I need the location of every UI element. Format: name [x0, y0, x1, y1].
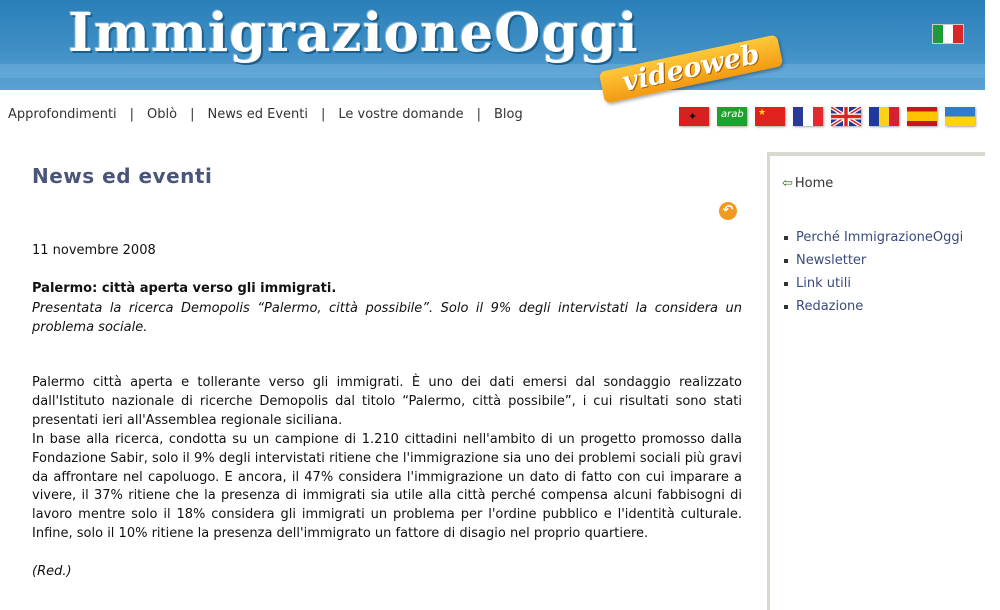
- sidebar-item-label: Redazione: [796, 299, 864, 314]
- romania-flag-icon[interactable]: [869, 107, 899, 126]
- nav-separator: |: [129, 107, 135, 122]
- article-paragraph: In base alla ricerca, condotta su un campione di 1.210 cittadini nell'ambito di un progetto promosso dalla Fondazione Sabir, solo il 9% degli intervistati ritiene che l'immigrazione sia uno dei problemi sociali più gravi da affrontare nel capoluogo. E ancora, il 47% considera l'immigrazione un dato di fatto con cui imparare a vivere, il 37% ritiene che la presenza di immigrati sia utile alla città perché compensa alcuni fabbisogni di lavoro mentre solo il 18% considera gli immigrati un problema per l'ordine pubblico e l'identità culturale. Infine, solo il 10% ritiene la presenza dell'immigrato un fattore di disagio nel proprio quartiere.: [32, 431, 742, 542]
- italy-flag-icon[interactable]: [932, 24, 964, 44]
- sidebar-item-link-utili[interactable]: [784, 272, 963, 295]
- sidebar-menu: [784, 226, 963, 318]
- article-date: 11 novembre 2008: [32, 243, 156, 258]
- article-headline: Palermo: città aperta verso gli immigrati.: [32, 281, 337, 296]
- nav-item-le-vostre-domande[interactable]: Le vostre domande: [338, 107, 464, 122]
- spain-flag-icon[interactable]: [907, 107, 937, 126]
- france-flag-icon[interactable]: [793, 107, 823, 126]
- albania-flag-icon[interactable]: ✦: [679, 107, 709, 126]
- sidebar-item-label: Link utili: [796, 276, 851, 291]
- right-sidebar: [767, 152, 985, 610]
- nav-separator: |: [190, 107, 195, 122]
- uk-flag-icon[interactable]: [831, 107, 861, 126]
- home-link-label: Home: [794, 176, 834, 191]
- top-nav: [8, 107, 523, 122]
- nav-item-approfondimenti[interactable]: Approfondimenti: [8, 107, 117, 122]
- sidebar-item-perche[interactable]: [784, 226, 963, 249]
- article-paragraph: Palermo città aperta e tollerante verso gli immigrati. È uno dei dati emersi dal sondaggio realizzato dall'Istituto nazionale di ricerche Demopolis dal titolo “Palermo, città possibile”, i cui risultati sono stati presentati ieri all'Assemblea regionale siciliana.: [32, 375, 742, 428]
- home-link[interactable]: [782, 176, 833, 191]
- language-flags: [679, 107, 975, 126]
- nav-separator: |: [476, 107, 481, 122]
- nav-item-news-ed-eventi[interactable]: News ed Eventi: [207, 107, 308, 122]
- ukraine-flag-icon[interactable]: [945, 107, 975, 126]
- article-signature: (Red.): [32, 564, 72, 579]
- china-flag-icon[interactable]: ★: [755, 107, 785, 126]
- bullet-icon: [784, 259, 788, 263]
- arab-flag-icon[interactable]: [717, 107, 747, 126]
- banner-stripe: [0, 64, 985, 78]
- videoweb-badge-label: videoweb: [619, 38, 763, 99]
- site-logo[interactable]: ImmigrazioneOggi: [68, 2, 639, 64]
- sidebar-item-label: Newsletter: [796, 253, 867, 268]
- nav-item-blog[interactable]: Blog: [493, 107, 523, 122]
- article-subheadline: Presentata la ricerca Demopolis “Palermo, città possibile”. Solo il 9% degli intervistati la considera un problema sociale.: [32, 301, 742, 335]
- sidebar-item-redazione[interactable]: [784, 295, 963, 318]
- sidebar-item-newsletter[interactable]: [784, 249, 963, 272]
- bullet-icon: [784, 305, 788, 309]
- article-body: [32, 374, 742, 544]
- arab-flag-label: arab: [721, 109, 744, 120]
- nav-separator: |: [321, 107, 326, 122]
- sidebar-item-label: Perché ImmigrazioneOggi: [796, 230, 964, 245]
- header-banner: [0, 0, 985, 99]
- back-arrow-icon[interactable]: ↶: [719, 202, 737, 220]
- bullet-icon: [784, 282, 788, 286]
- page-title: News ed eventi: [32, 164, 213, 188]
- nav-item-oblo[interactable]: Oblò: [147, 107, 178, 122]
- bullet-icon: [784, 236, 788, 240]
- back-arrow-icon: ⇦: [782, 176, 793, 191]
